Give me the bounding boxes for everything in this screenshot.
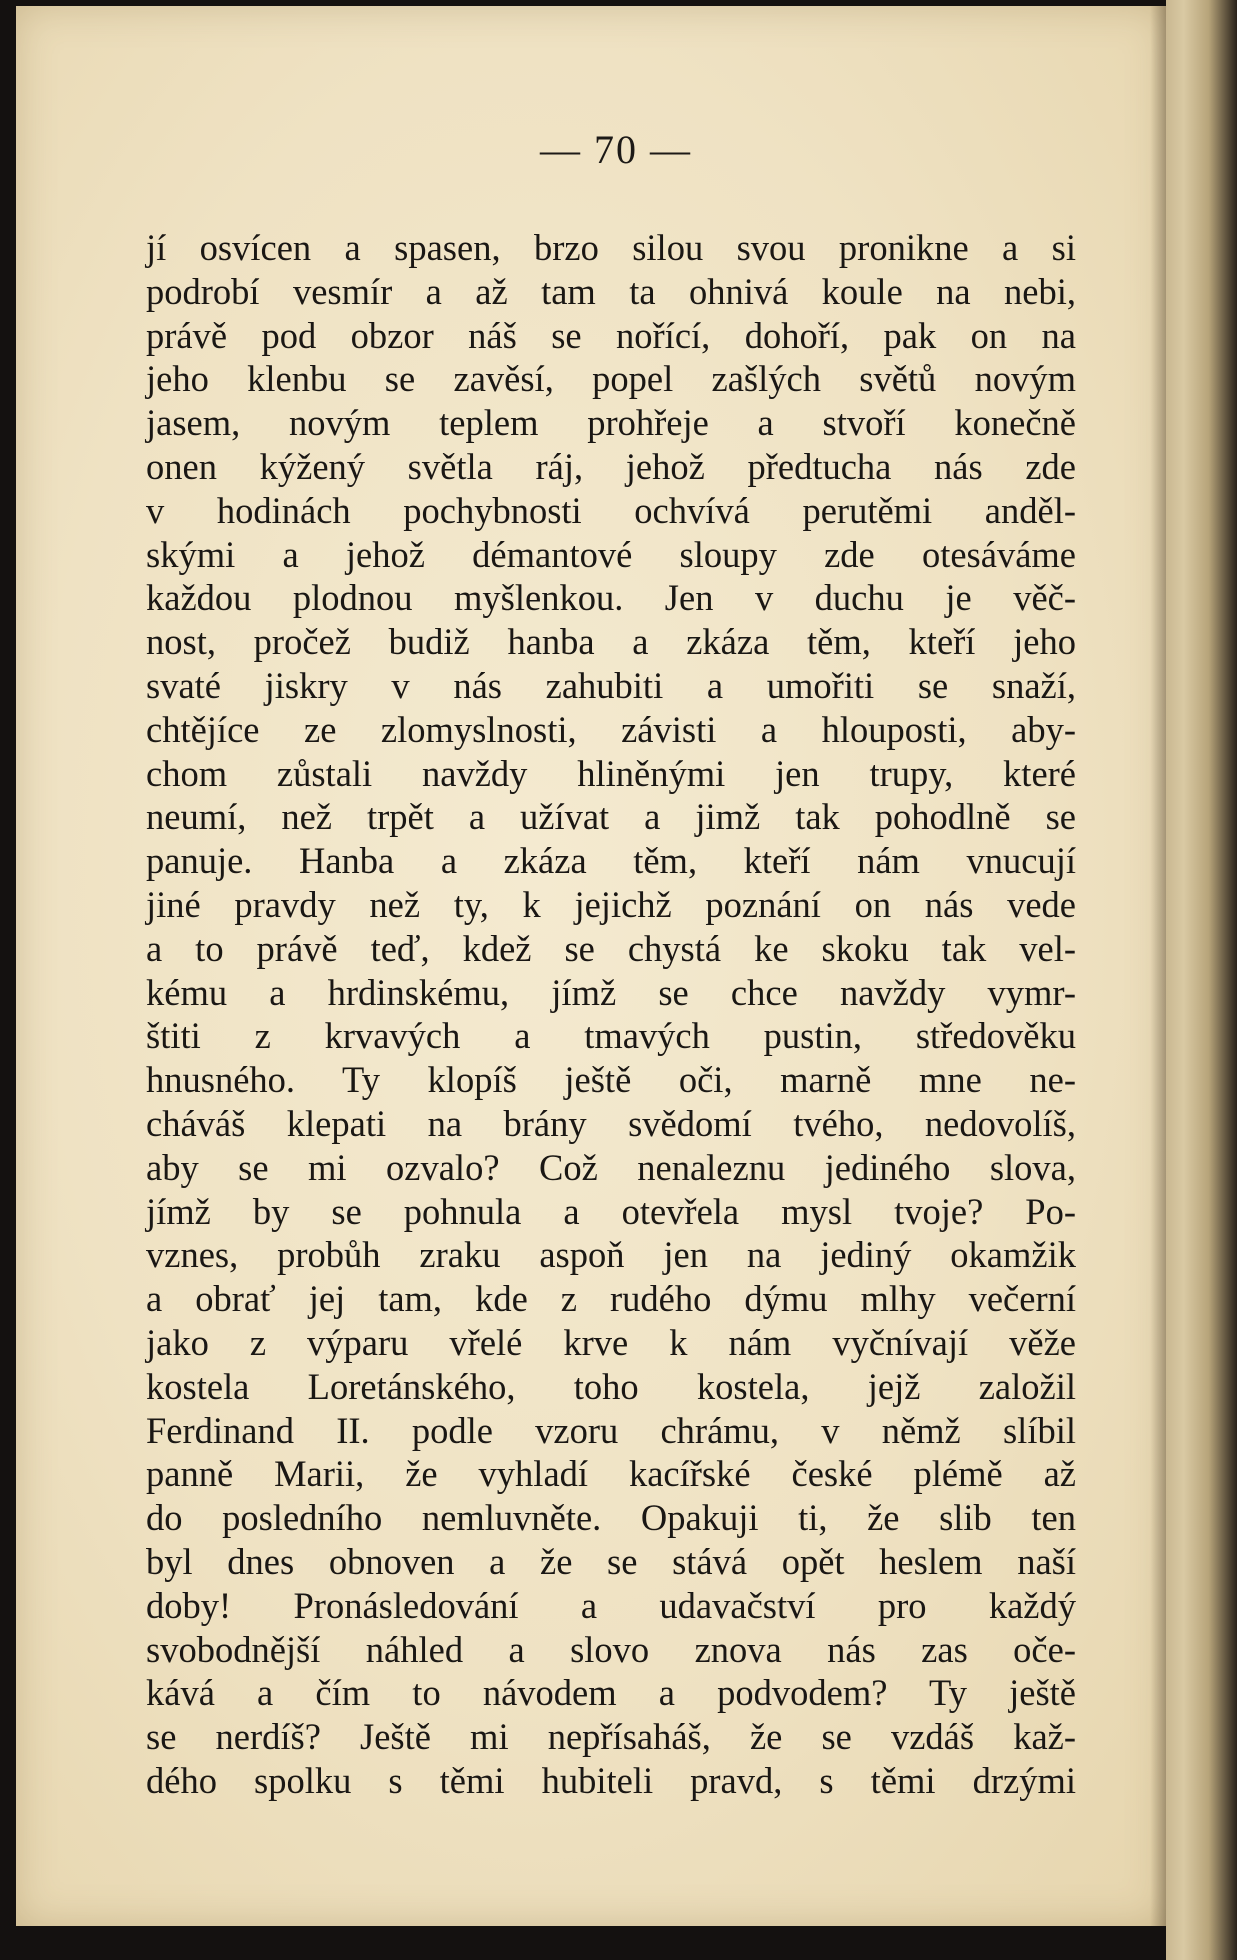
text-line: byl dnes obnoven a že se stává opět heslem naší	[146, 1540, 1076, 1582]
text-line: nost, pročež budiž hanba a zkáza těm, kteří jeho	[146, 621, 1076, 663]
text-line: právě pod obzor náš se nořící, dohoří, pak on na	[146, 314, 1076, 356]
text-line: dého spolku s těmi hubiteli pravd, s těmi drzými	[146, 1759, 1076, 1801]
text-line: jako z výparu vřelé krve k nám vyčnívají věže	[146, 1321, 1076, 1363]
text-line: štiti z krvavých a tmavých pustin, středověku	[146, 1015, 1076, 1057]
text-line: jasem, novým teplem prohřeje a stvoří konečně	[146, 402, 1076, 444]
text-line: jeho klenbu se zavěsí, popel zašlých světů novým	[146, 358, 1076, 400]
text-line: panuje. Hanba a zkáza těm, kteří nám vnucují	[146, 840, 1076, 882]
text-line: vznes, probůh zraku aspoň jen na jediný okamžik	[146, 1234, 1076, 1276]
text-line: doby! Pronásledování a udavačství pro každý	[146, 1584, 1076, 1626]
text-line: onen kýžený světla ráj, jehož předtucha nás zde	[146, 445, 1076, 487]
text-line: se nerdíš? Ještě mi nepřísaháš, že se vzdáš kaž-	[146, 1716, 1076, 1758]
page-edge	[1166, 0, 1237, 1960]
text-line: kostela Loretánského, toho kostela, jejž založil	[146, 1365, 1076, 1407]
text-line: do posledního nemluvněte. Opakuji ti, že slib ten	[146, 1497, 1076, 1539]
text-line: svobodnější náhled a slovo znova nás zas oče-	[146, 1628, 1076, 1670]
text-line: skými a jehož démantové sloupy zde otesáváme	[146, 533, 1076, 575]
text-line: jímž by se pohnula a otevřela mysl tvoje? Po-	[146, 1190, 1076, 1232]
page-gutter-shadow	[1150, 6, 1166, 1926]
text-line: chtějíce ze zlomyslnosti, závisti a hlouposti, aby-	[146, 708, 1076, 750]
text-line: panně Marii, že vyhladí kacířské české plémě až	[146, 1453, 1076, 1495]
text-line: aby se mi ozvalo? Což nenaleznu jediného slova,	[146, 1146, 1076, 1188]
text-line: cháváš klepati na brány svědomí tvého, nedovolíš,	[146, 1102, 1076, 1144]
text-line: v hodinách pochybnosti ochvívá perutěmi anděl-	[146, 489, 1076, 531]
text-line: jiné pravdy než ty, k jejichž poznání on nás vede	[146, 883, 1076, 925]
text-line: a to právě teď, kdež se chystá ke skoku tak vel-	[146, 927, 1076, 969]
text-line: kává a čím to návodem a podvodem? Ty ještě	[146, 1672, 1076, 1714]
text-line: a obrať jej tam, kde z rudého dýmu mlhy večerní	[146, 1278, 1076, 1320]
text-line: neumí, než trpět a užívat a jimž tak pohodlně se	[146, 796, 1076, 838]
book-page	[16, 6, 1166, 1926]
text-line: hnusného. Ty klopíš ještě oči, marně mne ne-	[146, 1059, 1076, 1101]
text-line: každou plodnou myšlenkou. Jen v duchu je věč-	[146, 577, 1076, 619]
text-line: chom zůstali navždy hliněnými jen trupy, které	[146, 752, 1076, 794]
text-line: kému a hrdinskému, jímž se chce navždy vymr-	[146, 971, 1076, 1013]
text-line: svaté jiskry v nás zahubiti a umořiti se snaží,	[146, 664, 1076, 706]
text-line: Ferdinand II. podle vzoru chrámu, v němž slíbil	[146, 1409, 1076, 1451]
page-number: — 70 —	[540, 127, 692, 172]
text-line: podrobí vesmír a až tam ta ohnivá koule na nebi,	[146, 270, 1076, 312]
text-line: jí osvícen a spasen, brzo silou svou pronikne a si	[146, 227, 1076, 268]
body-text	[146, 226, 1076, 1803]
